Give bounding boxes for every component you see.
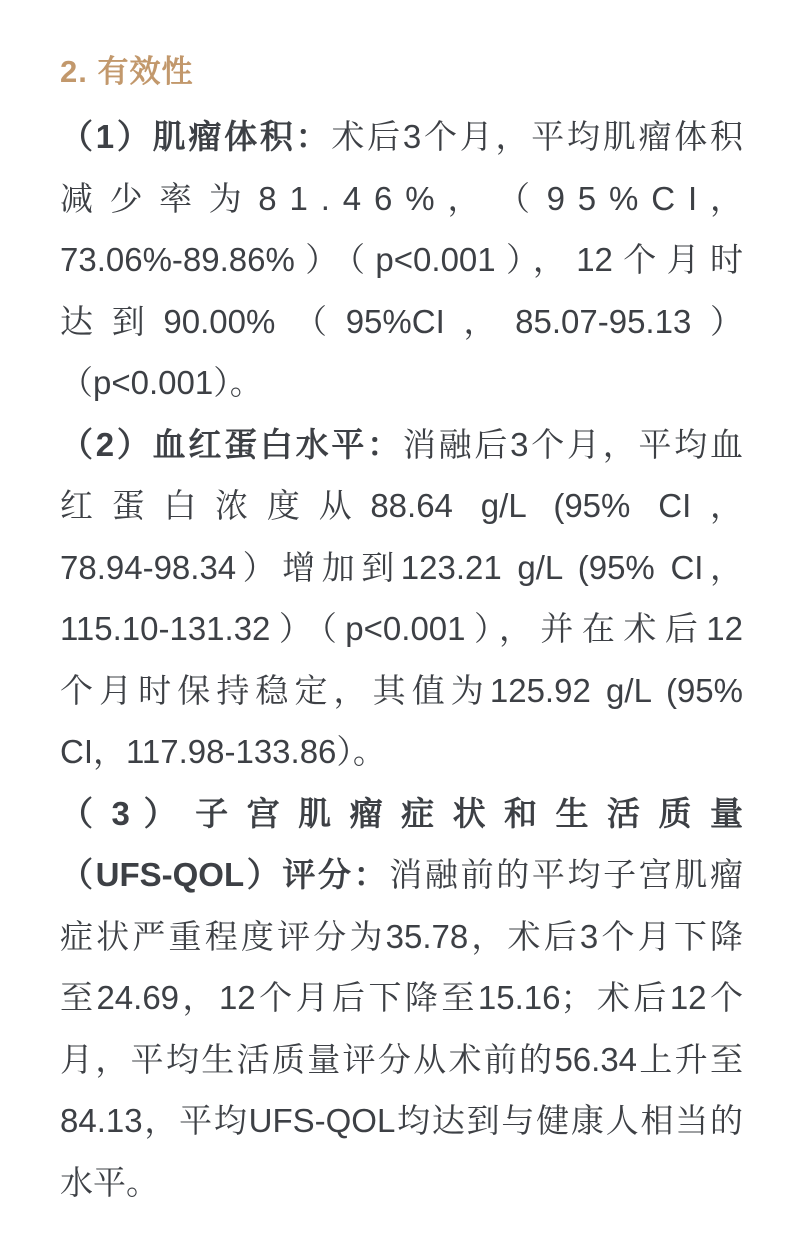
text-segment: 个月时保持稳定，其值为125.92 g/L (95% — [60, 671, 743, 709]
text-segment: 月，平均生活质量评分从术前的56.34上升至 — [60, 1040, 743, 1078]
text-segment: 症状严重程度评分为35.78，术后3个月下降 — [60, 917, 743, 955]
text-segment: 消融后3个月，平均血 — [402, 425, 743, 463]
text-line — [60, 1090, 743, 1152]
bold-lead-segment: （ 3 ） 子 宫 肌 瘤 症 状 和 生 活 质 量 — [60, 794, 743, 832]
text-segment: CI，117.98-133.86）。 — [60, 733, 386, 770]
text-segment: 78.94-98.34）增加到123.21 g/L (95% CI， — [60, 548, 743, 586]
text-segment: 达到90.00%（95%CI，85.07-95.13） — [60, 302, 743, 340]
bold-lead-segment: （2）血红蛋白水平： — [60, 425, 403, 463]
text-line — [60, 844, 743, 906]
text-line — [60, 352, 743, 414]
section-content — [60, 106, 743, 1213]
text-line — [60, 660, 743, 722]
text-line — [60, 537, 743, 599]
text-line — [60, 106, 743, 168]
text-segment: 115.10-131.32）（p<0.001），并在术后12 — [60, 610, 743, 647]
text-segment: 消融前的平均子宫肌瘤 — [389, 856, 744, 893]
text-line — [60, 967, 743, 1029]
bold-lead-segment: （1）肌瘤体积： — [60, 118, 332, 155]
text-segment: 水平。 — [60, 1163, 159, 1201]
text-segment: 73.06%-89.86%）（p<0.001），12个月时 — [60, 241, 743, 278]
bold-lead-segment: （UFS-QOL）评分： — [60, 856, 390, 893]
text-line — [60, 414, 743, 476]
text-line — [60, 906, 743, 968]
paragraph — [60, 783, 743, 1214]
text-line — [60, 721, 743, 783]
text-line — [60, 168, 743, 230]
text-line — [60, 291, 743, 353]
text-line — [60, 229, 743, 291]
text-segment: （p<0.001）。 — [60, 364, 263, 401]
section-heading: 2. 有效性 — [60, 54, 194, 89]
paragraph — [60, 414, 743, 783]
text-segment: 减 少 率 为 8 1 . 4 6 % ， （ 9 5 % C I ， — [60, 179, 743, 217]
text-segment: 红蛋白浓度从88.64 g/L (95% CI， — [60, 487, 743, 524]
text-segment: 至24.69，12个月后下降至15.16；术后12个 — [60, 979, 743, 1016]
text-segment: 术后3个月，平均肌瘤体积 — [331, 118, 743, 155]
paragraph — [60, 106, 743, 414]
text-line — [60, 783, 743, 845]
text-line — [60, 475, 743, 537]
text-segment: 84.13，平均UFS-QOL均达到与健康人相当的 — [60, 1102, 743, 1139]
text-line — [60, 1029, 743, 1091]
text-line — [60, 598, 743, 660]
text-line — [60, 1152, 743, 1214]
